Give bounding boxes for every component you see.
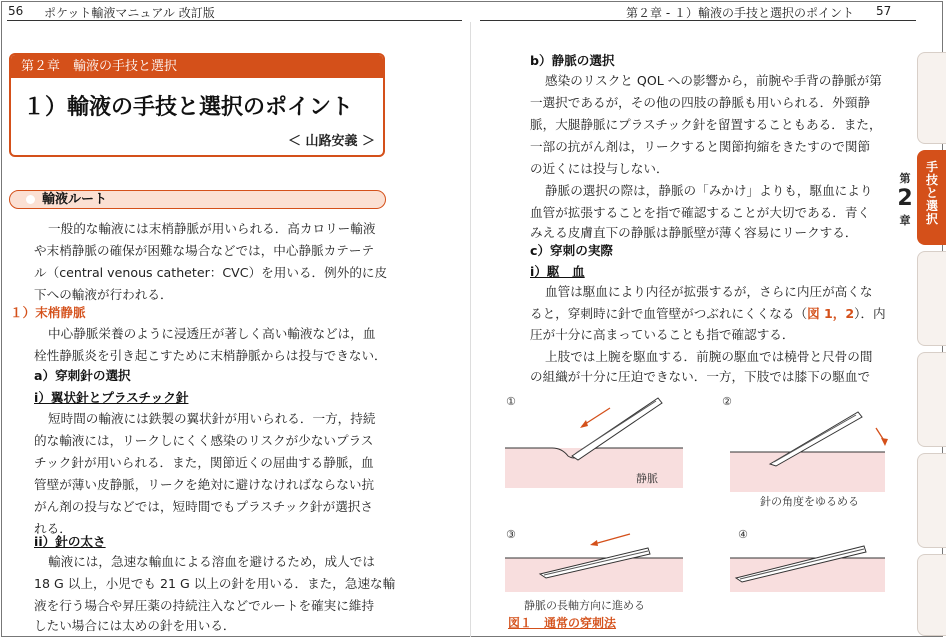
- needle-core: [576, 401, 656, 453]
- heading-needle-selection: a）穿刺針の選択: [34, 368, 131, 383]
- chapter-band: 第２章 輸液の手技と選択: [11, 55, 383, 78]
- body-line: れる．: [34, 521, 72, 536]
- arrow-line: [594, 534, 630, 544]
- body-line: 血管は駆血により内径が拡張するが，さらに内圧が高くな: [545, 284, 873, 299]
- body-line: 短時間の輸液には鉄製の翼状針が用いられる．一方，持続: [48, 411, 376, 426]
- body-line: 栓性静脈炎を引き起こすために末梢静脈からは投与できない．: [34, 348, 387, 363]
- subsection-heading-peripheral-vein: １）末梢静脈: [10, 305, 86, 320]
- side-tab-active[interactable]: [917, 150, 946, 245]
- body-line-tail: ）．内: [854, 306, 886, 321]
- right-running-title: 第２章 - １）輸液の手技と選択のポイント: [626, 6, 854, 20]
- chapter-title: １）輸液の手技と選択のポイント: [23, 95, 354, 120]
- panel-number-4: ④: [738, 528, 748, 541]
- body-line: や末梢静脈の確保が困難な場合などでは，中心静脈カテーテ: [34, 243, 375, 258]
- body-line: 液を行う場合や昇圧薬の持続注入などでルートを確実に維持: [34, 598, 375, 613]
- body-line: したい場合には太めの針を用いる．: [34, 618, 236, 633]
- body-line: 脈，大腿静脈にプラスチック針を留置することもある．また，: [530, 117, 882, 132]
- body-line: 管壁が薄い皮静脈，リークを絶対に避けなければならない抗: [34, 477, 375, 492]
- body-line: 圧が十分に高まっていることも指で確認する．: [530, 327, 795, 342]
- body-line: 静脈の選択の際は，静脈の「みかけ」よりも，駆血により: [545, 183, 873, 198]
- vein-label: 静脈: [636, 472, 658, 485]
- vein-band: [730, 452, 885, 492]
- left-page-number: 56: [8, 4, 24, 18]
- chapter-author: ＜ 山路安義 ＞: [287, 134, 375, 149]
- panel-2: [730, 412, 888, 492]
- body-line: 的な輸液には，リークしにくく感染のリスクが少ないプラス: [34, 433, 374, 448]
- right-header-rule: [480, 20, 916, 21]
- caption-panel-3: 静脈の長軸方向に進める: [524, 599, 645, 612]
- body-line: がん剤の投与などでは，短時間でもプラスチック針が選択さ: [34, 499, 374, 514]
- chapter-marker-number: 2: [897, 186, 913, 211]
- heading-tourniquet: i）駆 血: [530, 264, 585, 279]
- left-header-rule: [7, 20, 462, 21]
- body-line-text: ると，穿刺時に針で血管壁がつぶれにくくなる（: [530, 306, 808, 321]
- body-line: ル（central venous catheter：CVC）を用いる．例外的に皮: [34, 265, 388, 280]
- side-tab-label: 手技と選択: [925, 160, 938, 226]
- chapter-marker: [896, 170, 914, 228]
- body-line: みえる皮膚直下の静脈は静脈壁が薄く容易にリークする．: [530, 225, 858, 240]
- body-line: 輸液には，急速な輸血による溶血を避けるため，成人では: [48, 554, 375, 569]
- right-page-number: 57: [876, 4, 892, 18]
- heading-vein-selection: b）静脈の選択: [530, 53, 615, 68]
- body-line: 上肢では上腕を駆血する．前腕の駆血では橈骨と尺骨の間: [545, 349, 873, 364]
- body-line: の組織が十分に圧迫できない．一方，下肢では膝下の駆血で: [530, 369, 871, 384]
- chapter-marker-prefix: 第: [899, 172, 911, 185]
- caption-panel-2: 針の角度をゆるめる: [760, 495, 859, 508]
- side-tab-4[interactable]: [917, 352, 946, 447]
- heading-needle-gauge: ii）針の太さ: [34, 534, 106, 549]
- side-tab-6[interactable]: [917, 554, 946, 636]
- side-tab-5[interactable]: [917, 453, 946, 548]
- chapter-marker-suffix: 章: [899, 214, 911, 227]
- arrow-head-icon: [580, 420, 588, 428]
- section-heading: 輸液ルート: [42, 192, 108, 207]
- arrow-head-icon: [590, 540, 598, 546]
- arrow-head-icon: [881, 438, 888, 446]
- body-line: 中心静脈栄養のように浸透圧が著しく高い輸液などは，血: [48, 326, 376, 341]
- panel-number-2: ②: [722, 395, 732, 408]
- chapter-title-box: [9, 53, 385, 157]
- body-line: 一選択であるが，その他の四肢の静脈も用いられる．外頸静: [530, 95, 871, 110]
- body-line-with-ref: [530, 303, 886, 322]
- body-line: 一部の抗がん剤は，リークすると関節拘縮をきたすので関節: [530, 139, 871, 154]
- figure-caption: 図１ 通常の穿刺法: [508, 616, 617, 630]
- bullet-dot-icon: [26, 195, 35, 204]
- page-spine: [470, 22, 471, 637]
- heading-puncture-practice: c）穿刺の実際: [530, 243, 614, 258]
- section-heading-pill: [9, 190, 386, 209]
- body-line: 18 G 以上，小児でも 21 G 以上の針を用いる．また，急速な輸: [34, 576, 396, 591]
- body-line: 感染のリスクと QOL への影響から，前腕や手背の静脈が第: [545, 73, 882, 88]
- body-line: 一般的な輸液には末梢静脈が用いられる．高カロリー輸液: [48, 221, 376, 236]
- figure-reference-link[interactable]: 図 1，2: [807, 306, 855, 321]
- body-line: の近くには投与しない．: [530, 161, 669, 176]
- heading-winged-plastic: i）翼状針とプラスチック針: [34, 390, 189, 405]
- side-tab-3[interactable]: [917, 251, 946, 346]
- panel-number-3: ③: [506, 528, 516, 541]
- panel-4: [730, 546, 885, 592]
- body-line: チック針が用いられる．また，関節近くの屈曲する静脈，血: [34, 455, 374, 470]
- body-line: 下への輸液が行われる．: [34, 287, 173, 302]
- panel-3: [505, 534, 683, 592]
- left-running-title: ポケット輸液マニュアル 改訂版: [44, 6, 215, 20]
- panel-number-1: ①: [506, 395, 516, 408]
- side-tab-1[interactable]: [917, 52, 946, 144]
- body-line: 血管が拡張することを指で確認することが大切である．青く: [530, 205, 871, 220]
